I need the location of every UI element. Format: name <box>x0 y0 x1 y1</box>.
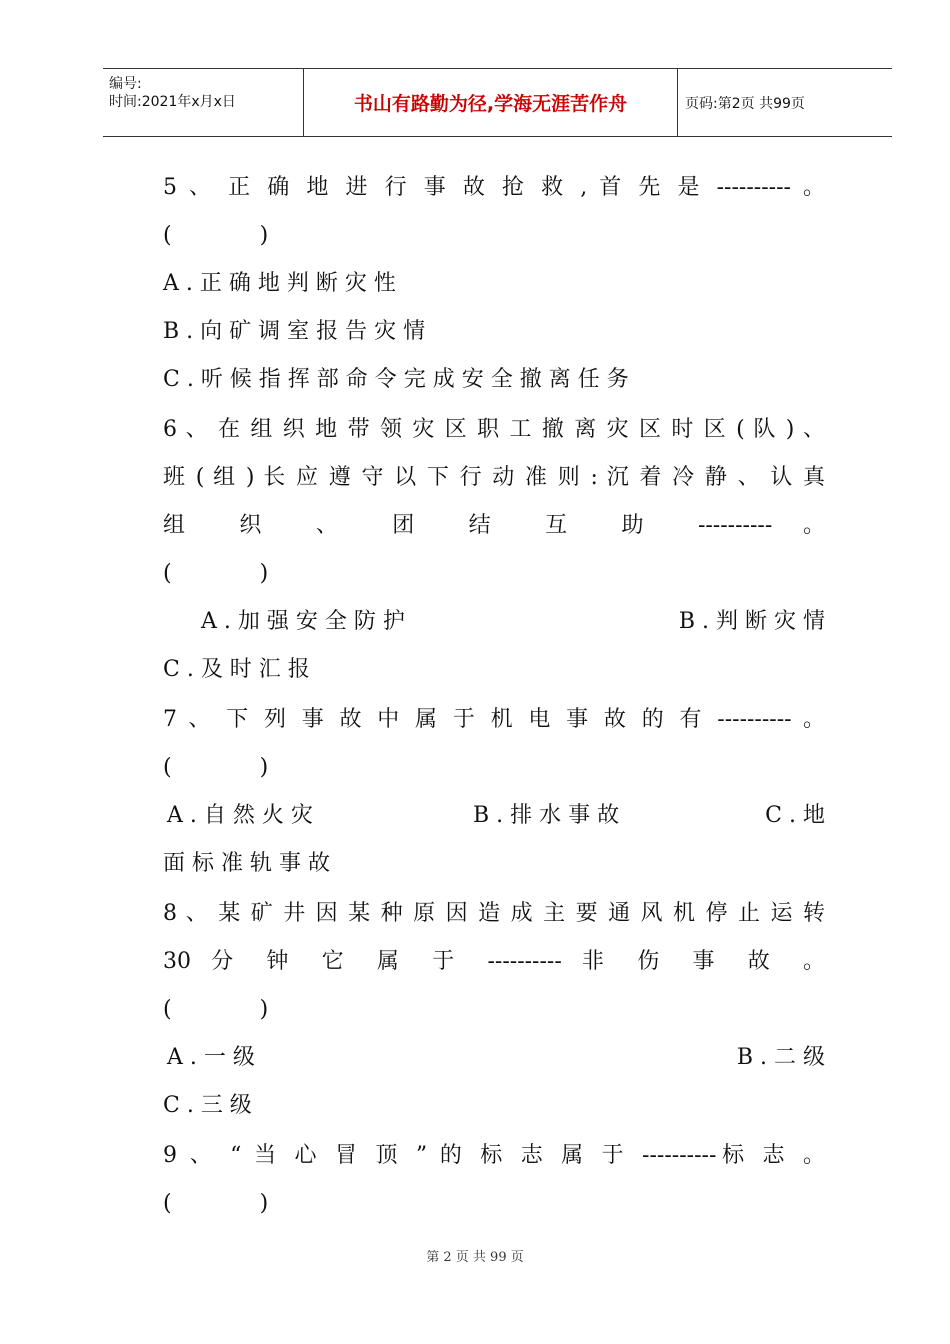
question-6-option-b: B . 判 断 灾 情 <box>678 609 825 634</box>
question-7-option-c: C . 地 <box>765 803 825 828</box>
question-5-option-b: B . 向 矿 调 室 报 告 灾 情 <box>163 319 426 344</box>
question-7-options-row-1 <box>163 799 825 833</box>
question-9-text: 9 、 “ 当 心 冒 顶 ” 的 标 志 属 于 ----------标 志 。 <box>163 1143 825 1168</box>
question-7-option-a: A . 自 然 火 灾 <box>167 803 313 828</box>
question-5-text: 5 、 正 确 地 进 行 事 故 抢 救 , 首 先 是 ---------- 。 <box>163 175 825 200</box>
question-6-option-c: C . 及 时 汇 报 <box>163 657 310 682</box>
question-6-text-line-3: 组 织 、 团 结 互 助 ---------- 。 <box>163 513 825 538</box>
header-meta <box>103 69 303 136</box>
question-9-answer-blank: ( ) <box>163 1191 269 1216</box>
question-7-option-c-continued: 面 标 准 轨 事 故 <box>163 851 330 876</box>
question-8-option-c: C . 三 级 <box>163 1093 252 1118</box>
question-8-text-line-1: 8 、 某 矿 井 因 某 种 原 因 造 成 主 要 通 风 机 停 止 运 转 <box>163 901 825 926</box>
header-page-cell <box>677 69 892 136</box>
question-7-text: 7 、 下 列 事 故 中 属 于 机 电 事 故 的 有 ---------- 。 <box>163 707 825 732</box>
motto: 书山有路勤为径,学海无涯苦作舟 <box>353 93 628 115</box>
question-8-options-row-1 <box>163 1041 825 1075</box>
question-6-option-a: A . 加 强 安 全 防 护 <box>201 609 405 634</box>
question-8-option-b: B . 二 级 <box>736 1045 825 1070</box>
question-6-text-line-1: 6 、 在 组 织 地 带 领 灾 区 职 工 撤 离 灾 区 时 区 ( 队 ) 、 <box>163 417 825 442</box>
question-7-answer-blank: ( ) <box>163 755 269 780</box>
question-5-option-a: A . 正 确 地 判 断 灾 性 <box>163 271 396 296</box>
question-8-answer-blank: ( ) <box>163 997 269 1022</box>
question-6-text-line-2: 班 ( 组 ) 长 应 遵 守 以 下 行 动 准 则 : 沉 着 冷 静 、 认 真 <box>163 465 825 490</box>
header-motto-cell <box>303 69 678 136</box>
page-footer: 第 2 页 共 99 页 <box>426 1250 524 1265</box>
page-code: 页码:第2页 共99页 <box>685 96 805 112</box>
question-5-answer-blank: ( ) <box>163 223 269 248</box>
page-header <box>103 68 892 137</box>
question-8-option-a: A . 一 级 <box>167 1045 255 1070</box>
time-label: 时间:2021年x月x日 <box>109 94 236 110</box>
question-7-option-b: B . 排 水 事 故 <box>473 803 620 828</box>
question-6-answer-blank: ( ) <box>163 561 269 586</box>
code-label: 编号: <box>109 76 142 92</box>
question-6-options-row-1 <box>163 605 825 639</box>
question-5-option-c: C . 听 候 指 挥 部 命 令 完 成 安 全 撤 离 任 务 <box>163 367 629 392</box>
question-8-text-line-2: 30 分 钟 它 属 于 ---------- 非 伤 事 故 。 <box>163 949 825 974</box>
